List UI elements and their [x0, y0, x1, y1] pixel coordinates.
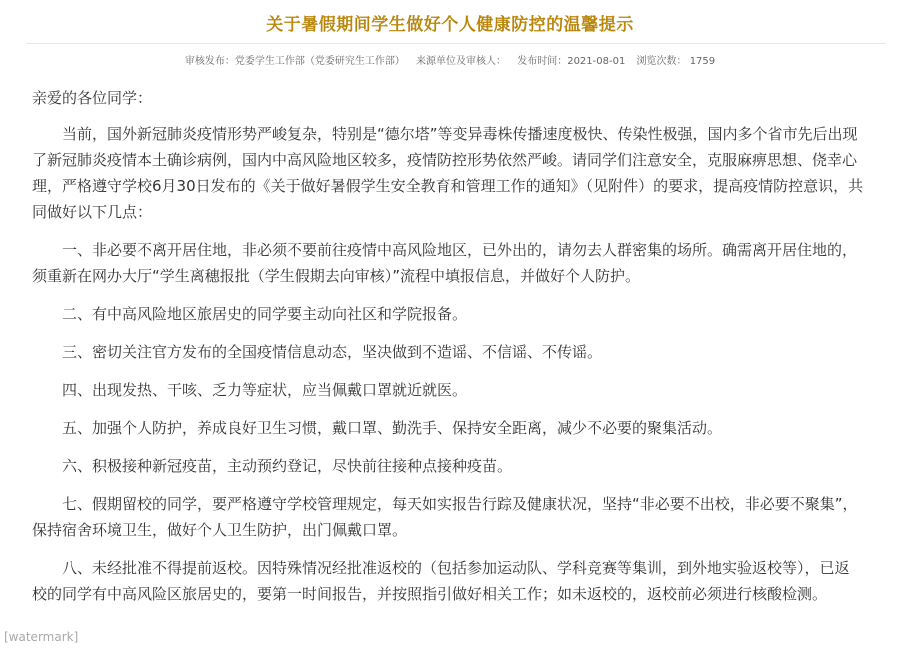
article-body [32, 85, 864, 619]
meta-source: 来源单位及审核人： [416, 56, 507, 67]
meta-reviewer: 审核发布：党委学生工作部（党委研究生工作部） [184, 56, 405, 67]
paragraph-item-8: 八、未经批准不得提前返校。因特殊情况经批准返校的（包括参加运动队、学科竞赛等集训，到外地实验返校等），已返校的同学有中高风险区旅居史的，要第一时间报告，并按照指引做好相关工作；如未返校的，返校前必须进行核酸检测。 [32, 559, 850, 603]
paragraph-item-4: 四、出现发热、干咳、乏力等症状，应当佩戴口罩就近就医。 [62, 381, 468, 399]
paragraph-item-3: 三、密切关注官方发布的全国疫情信息动态，坚决做到不造谣、不信谣、不传谣。 [62, 343, 603, 361]
meta-views: 浏览次数： 1759 [636, 56, 716, 67]
meta-publish-time: 发布时间：2021-08-01 [517, 56, 626, 67]
paragraph-item-1: 一、非必要不离开居住地，非必须不要前往疫情中高风险地区，已外出的，请勿去人群密集的场所。确需离开居住地的，须重新在网办大厅“学生离穗报批（学生假期去向审核）”流程中填报信息，并做好个人防护。 [32, 241, 858, 285]
watermark-logo: [watermark] [4, 630, 79, 644]
greeting: 亲爱的各位同学： [32, 89, 153, 107]
article-title: 关于暑假期间学生做好个人健康防控的温馨提示 [266, 15, 634, 35]
paragraph-item-6: 六、积极接种新冠疫苗，主动预约登记，尽快前往接种点接种疫苗。 [62, 457, 513, 475]
paragraph-item-5: 五、加强个人防护，养成良好卫生习惯，戴口罩、勤洗手、保持安全距离，减少不必要的聚集活动。 [62, 419, 723, 437]
article-meta [0, 52, 900, 67]
paragraph-item-7: 七、假期留校的同学，要严格遵守学校管理规定，每天如实报告行踪及健康状况，坚持“非必要不出校，非必要不聚集”，保持宿舍环境卫生，做好个人卫生防护，出门佩戴口罩。 [32, 495, 858, 539]
title-divider [26, 43, 886, 44]
paragraph-item-2: 二、有中高风险地区旅居史的同学要主动向社区和学院报备。 [62, 305, 468, 323]
paragraph-intro: 当前，国外新冠肺炎疫情形势严峻复杂，特别是“德尔塔”等变异毒株传播速度极快、传染性极强，国内多个省市先后出现了新冠肺炎疫情本土确诊病例，国内中高风险地区较多，疫情防控形势依然严峻。请同学们注意安全，克服麻痹思想、侥幸心理，严格遵守学校6月30日发布的《关于做好暑假学生安全教育和管理工作的通知》（见附件）的要求，提高疫情防控意识，共同做好以下几点： [32, 125, 864, 221]
